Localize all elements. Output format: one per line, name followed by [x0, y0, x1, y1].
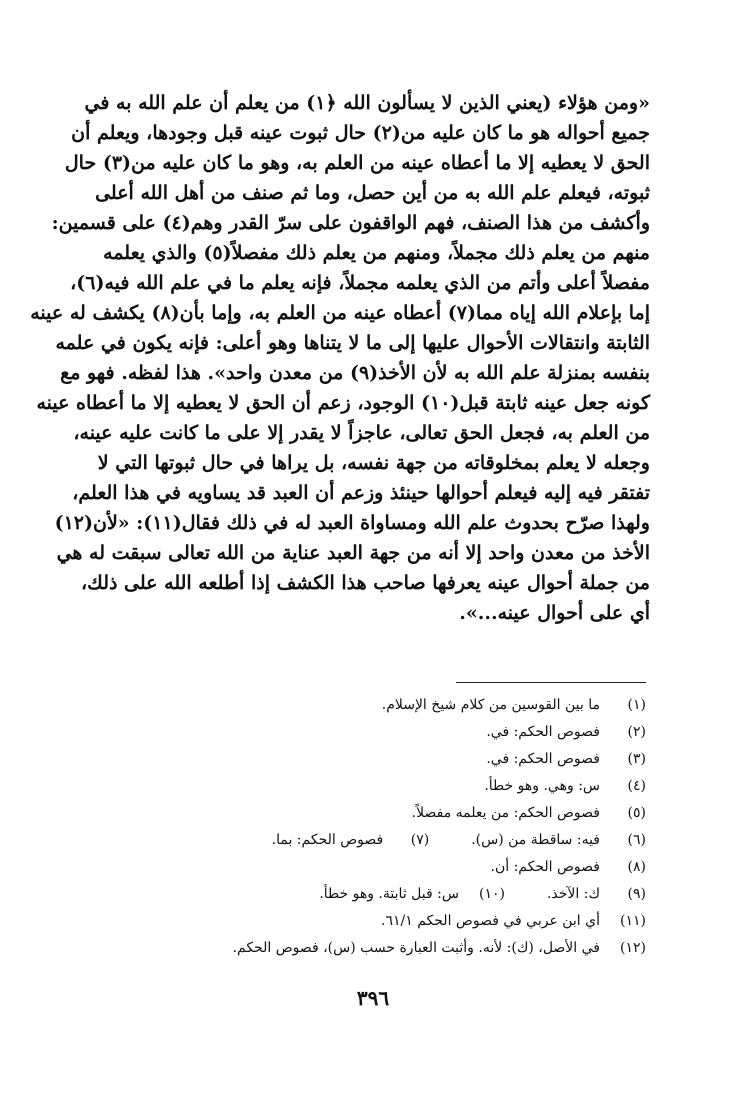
footnote: [110, 881, 646, 908]
footnote: [110, 746, 646, 773]
text-line: ثبوته، فيعلم علم الله به من أين حصل، وما ثم صنف من أهل الله أعلى: [95, 182, 650, 204]
footnote-number: (١٠): [478, 886, 505, 902]
footnote-text: س: قبل ثابتة. وهو خطأ.: [319, 886, 459, 902]
footnote-text: فصوص الحكم: بما.: [271, 832, 384, 848]
footnote: [110, 719, 646, 746]
text-line: الثابتة وانتقالات الأحوال عليها إلى ما لا يتناها وهو أعلى: فإنه يكون في علمه: [55, 332, 650, 354]
footnote: [110, 935, 646, 962]
text-line: الأخذ من معدن واحد إلا أنه من جهة العبد عناية من الله تعالى سبقت له هي: [56, 542, 650, 564]
text-line: الحق لا يعطيه إلا ما أعطاه عينه من العلم به، وهو ما كان عليه من(٣) حال: [64, 152, 650, 174]
text-line: كونه جعل عينه ثابتة قبل(١٠) الوجود، زعم أن الحق لا يعطيه إلا ما أعطاه عينه: [36, 392, 650, 414]
footnote-number: (١): [627, 697, 646, 713]
text-line: جميع أحواله هو ما كان عليه من(٢) حال ثبوت عينه قبل وجودها، ويعلم أن: [71, 122, 650, 144]
footnote-number: (٩): [627, 886, 646, 902]
footnote-text: ك: الآخذ.: [546, 886, 600, 902]
page-number: ٣٩٦: [356, 986, 390, 1010]
footnote-number: (٤): [627, 778, 646, 794]
text-line: تفتقر فيه إليه فيعلم أحوالها حينئذ وزعم أن العبد قد يساويه في هذا العلم،: [72, 482, 650, 504]
text-line: وأكشف من هذا الصنف، فهم الواقفون على سرّ القدر وهم(٤) على قسمين:: [51, 212, 650, 234]
footnote: [110, 773, 646, 800]
footnote-text: فصوص الحكم: أن.: [490, 859, 600, 875]
footnote-number: (١٢): [620, 940, 646, 956]
footnote-number: (٨): [627, 859, 646, 875]
footnote: [110, 692, 646, 719]
text-line: منهم من يعلم ذلك مجملاً، ومنهم من يعلم ذلك مفصلاً(٥) والذي يعلمه: [103, 242, 650, 264]
footnote-text: فصوص الحكم: في.: [486, 724, 600, 740]
footnote: [110, 854, 646, 881]
footnote-number: (٦): [627, 832, 646, 848]
footnote-text: س: وهي. وهو خطأ.: [484, 778, 600, 794]
text-line: وجعله لا يعلم بمخلوقاته من جهة نفسه، بل يراها في حال ثبوتها التي لا: [97, 452, 650, 474]
footnote-number: (٧): [410, 832, 430, 848]
footnote-number: (١١): [620, 913, 646, 929]
footnote: [110, 908, 646, 935]
footnote-number: (٥): [627, 805, 646, 821]
text-line: بنفسه بمنزلة علم الله به لأن الأخذ(٩) من معدن واحد». هذا لفظه. فهو مع: [60, 362, 650, 384]
text-line: إما بإعلام الله إياه مما(٧) أعطاه عينه من العلم به، وإما بأن(٨) يكشف له عينه: [30, 302, 650, 324]
footnote-text: فيه: ساقطة من (س).: [471, 832, 600, 848]
footnote-text: أي ابن عربي في فصوص الحكم ٦١/١.: [381, 913, 600, 929]
text-line: «ومن هؤلاء (يعني الذين لا يسألون الله ﴿‏١) من يعلم أن علم الله به في: [84, 92, 650, 114]
footnotes: [110, 692, 646, 962]
text-line: ولهذا صرّح بحدوث علم الله ومساواة العبد له في ذلك فقال(١١): «لأن(١٢): [54, 512, 650, 534]
footnote-text: فصوص الحكم: من يعلمه مفصلاً.: [411, 805, 600, 821]
text-line: من جملة أحوال عينه يعرفها صاحب هذا الكشف إذا أطلعه الله على ذلك،: [81, 572, 650, 594]
footnote-separator: [456, 682, 646, 683]
footnote-text: فصوص الحكم: في.: [486, 751, 600, 767]
footnote: [110, 800, 646, 827]
footnote-text: في الأصل، (ك): لأنه. وأثبت العبارة حسب (س)، فصوص الحكم.: [232, 940, 600, 956]
footnote-text: ما بين القوسين من كلام شيخ الإسلام.: [381, 697, 600, 713]
text-line: مفصلاً أعلى وأتم من الذي يعلمه مجملاً، فإنه يعلم ما في علم الله فيه(٦)،: [70, 272, 650, 294]
text-line: أي على أحوال عينه...».: [459, 602, 650, 624]
footnote-number: (٢): [627, 724, 646, 740]
footnote-number: (٣): [627, 751, 646, 767]
footnote: [110, 827, 646, 854]
text-line: من العلم به، فجعل الحق تعالى، عاجزاً لا يقدر إلا على ما كانت عليه عينه،: [73, 422, 650, 444]
main-text: [30, 88, 650, 628]
